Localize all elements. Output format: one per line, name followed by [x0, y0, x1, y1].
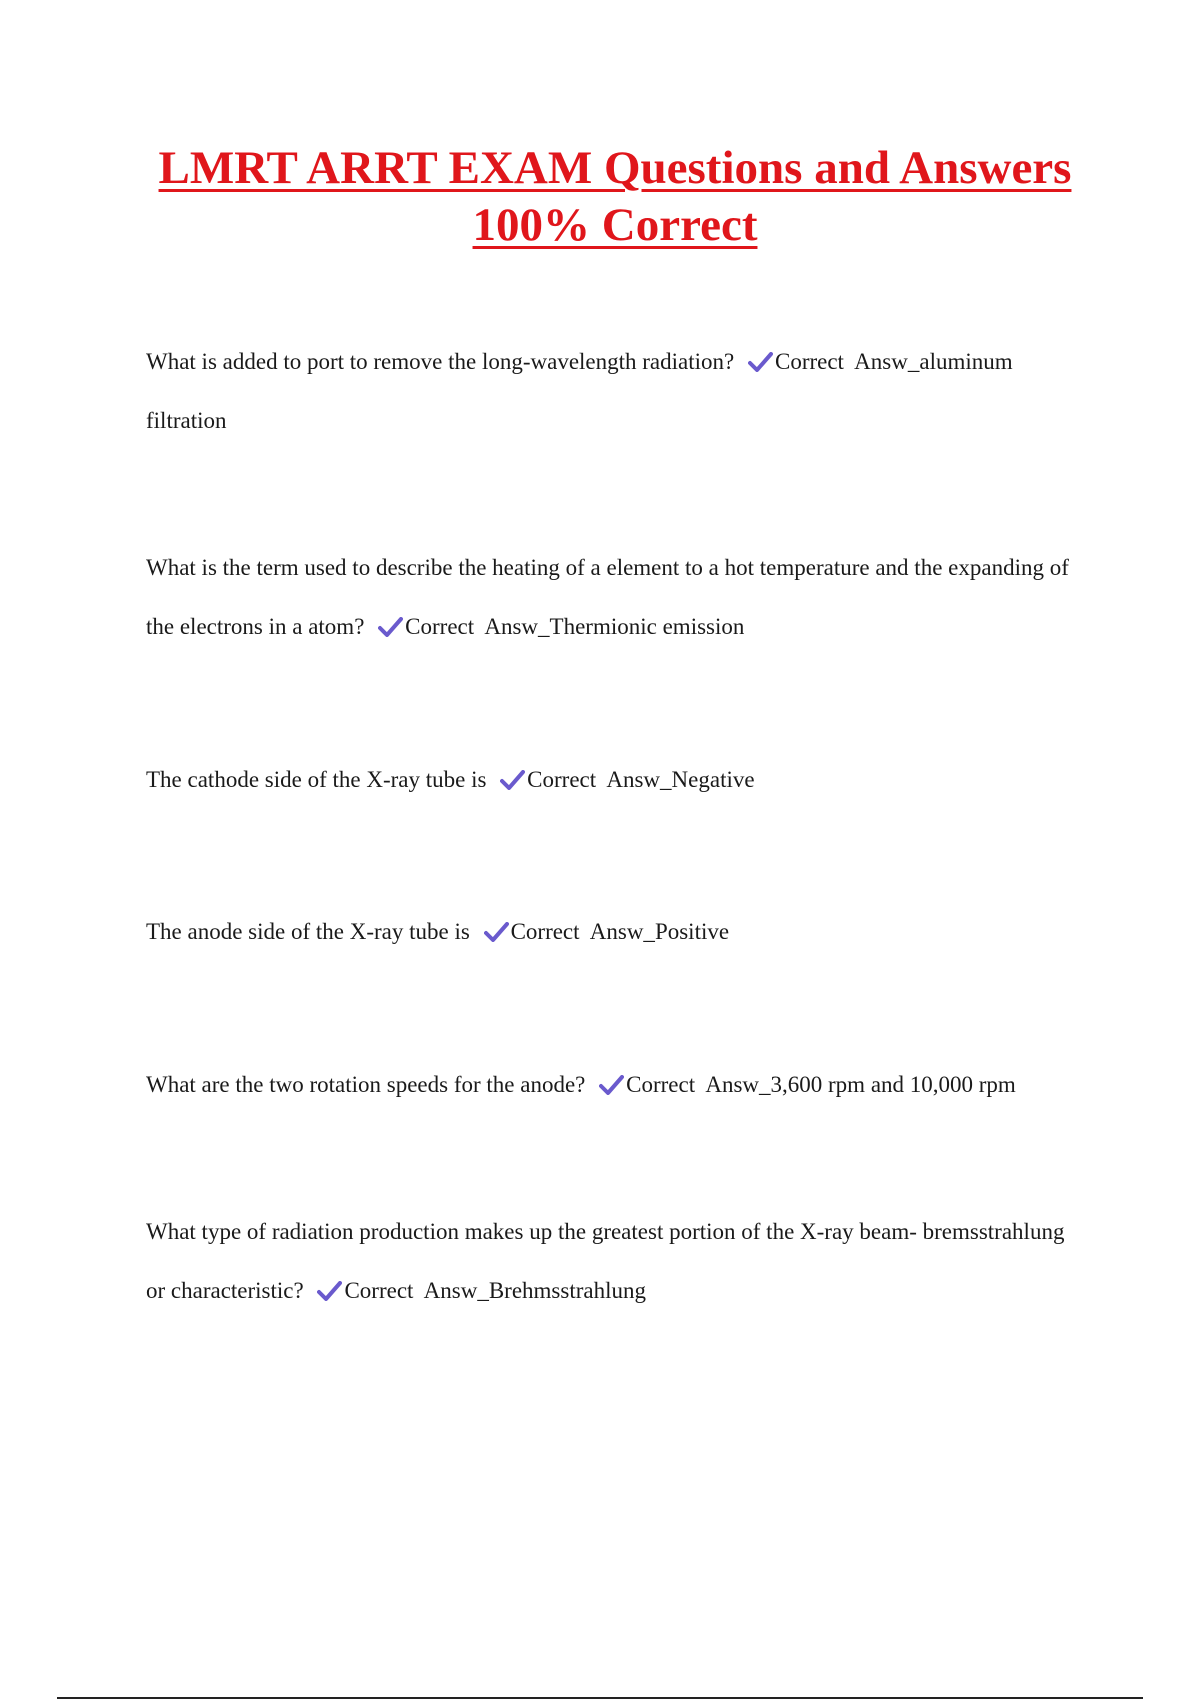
- question-text: What are the two rotation speeds for the anode?: [146, 1072, 586, 1097]
- qa-item-5: [146, 1055, 1086, 1114]
- checkmark-icon: [500, 770, 525, 790]
- page-title: [100, 140, 1130, 254]
- answer-text: Positive: [654, 919, 730, 944]
- answer-text: Negative: [671, 767, 755, 792]
- checkmark-icon: [599, 1075, 624, 1095]
- qa-item-3: [146, 750, 1086, 809]
- checkmark-icon: [748, 352, 773, 372]
- answer-prefix: Correct Answ_: [344, 1278, 489, 1303]
- question-text: What is the term used to describe the heating of a element to a hot temperature and the expanding of the electrons in a atom?: [146, 555, 1069, 639]
- question-text: What type of radiation production makes up the greatest portion of the X-ray beam- bremsstrahlung or characteristic?: [146, 1219, 1065, 1303]
- question-text: What is added to port to remove the long-wavelength radiation?: [146, 349, 735, 374]
- qa-item-4: [146, 902, 1086, 961]
- answer-prefix: Correct Answ_: [527, 767, 672, 792]
- qa-item-2: [146, 538, 1086, 656]
- answer-prefix: Correct Answ_: [774, 349, 920, 374]
- checkmark-icon: [317, 1281, 342, 1301]
- answer-prefix: Correct Answ_: [510, 919, 655, 944]
- answer-prefix: Correct Answ_: [405, 614, 550, 639]
- question-text: The anode side of the X-ray tube is: [146, 919, 470, 944]
- question-text: The cathode side of the X-ray tube is: [146, 767, 487, 792]
- checkmark-icon: [484, 922, 509, 942]
- footer-divider: [57, 1697, 1143, 1699]
- answer-text: Brehmsstrahlung: [488, 1278, 646, 1303]
- title-line-2: 100% Correct: [472, 199, 758, 251]
- title-line-1: LMRT ARRT EXAM Questions and Answers: [158, 142, 1072, 194]
- answer-prefix: Correct Answ_: [626, 1072, 771, 1097]
- qa-item-1: [146, 332, 1086, 450]
- answer-text: aluminum filtration: [146, 349, 1013, 433]
- answer-text: 3,600 rpm and 10,000 rpm: [770, 1072, 1016, 1097]
- qa-item-6: [146, 1202, 1086, 1320]
- answer-text: Thermionic emission: [549, 614, 745, 639]
- checkmark-icon: [378, 617, 403, 637]
